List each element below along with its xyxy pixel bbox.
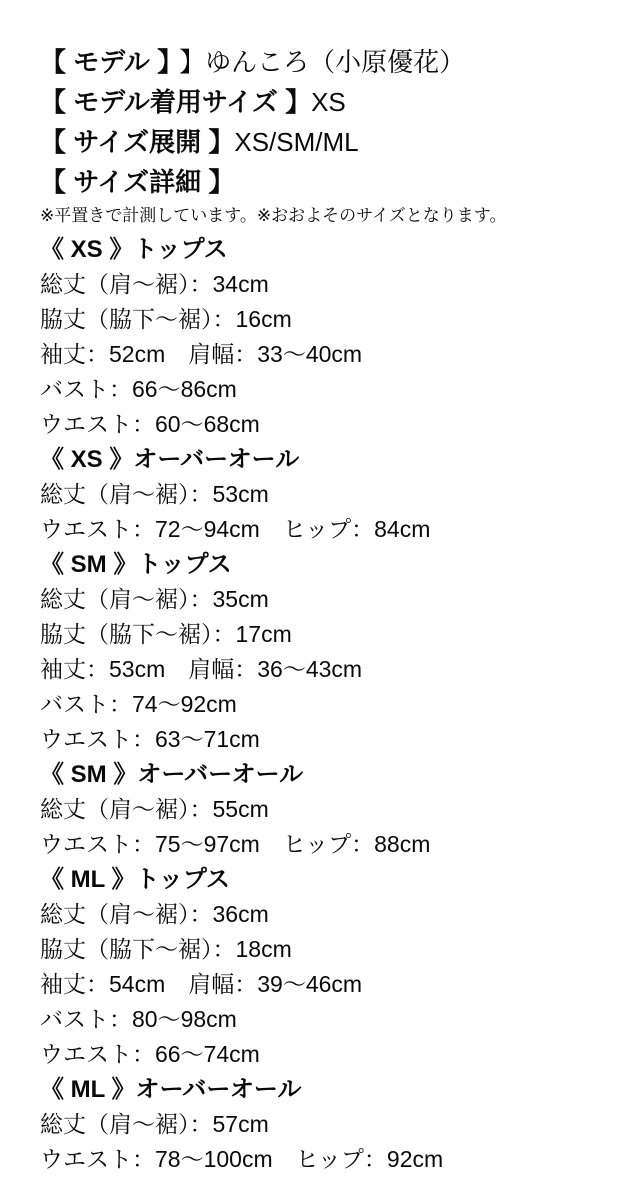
section-sm-overall <box>40 757 630 862</box>
model-label: 【 モデル 】 <box>40 47 171 77</box>
measurement-line: ウエスト：60〜68cm <box>40 411 260 437</box>
measurement-line: バスト：80〜98cm <box>40 1006 237 1032</box>
model-wearing-size-label: 【 モデル着用サイズ 】 <box>40 87 312 117</box>
measurement-line: 袖丈：52cm 肩幅：33〜40cm <box>40 341 363 367</box>
meta-block <box>40 42 630 202</box>
section-heading: 《 ML 》トップス <box>40 866 230 893</box>
measurement-line: バスト：66〜86cm <box>40 376 237 402</box>
model-name: 】ゆんころ（小原優花） <box>179 47 466 77</box>
measurement-line: ウエスト：63〜71cm <box>40 726 260 752</box>
measurement-line: ウエスト：75〜97cm ヒップ：88cm <box>40 831 431 857</box>
size-detail-heading-label: 【 サイズ詳細 】 <box>40 167 235 197</box>
section-heading: 《 XS 》オーバーオール <box>40 446 300 473</box>
measurement-line: ウエスト：78〜100cm ヒップ：92cm <box>40 1146 444 1172</box>
section-heading: 《 SM 》トップス <box>40 551 232 578</box>
measurement-line: 袖丈：53cm 肩幅：36〜43cm <box>40 656 363 682</box>
section-xs-overall <box>40 442 630 547</box>
measurement-line: 総丈（肩〜裾）：34cm <box>40 271 269 297</box>
measurement-line: 総丈（肩〜裾）：53cm <box>40 481 269 507</box>
section-heading: 《 ML 》オーバーオール <box>40 1076 302 1103</box>
measurement-line: 脇丈（脇下〜裾）：18cm <box>40 936 292 962</box>
measurement-line: 脇丈（脇下〜裾）：16cm <box>40 306 292 332</box>
size-detail-heading-line <box>40 162 630 202</box>
section-sm-tops <box>40 547 630 757</box>
measurement-line: ウエスト：72〜94cm ヒップ：84cm <box>40 516 431 542</box>
measurement-line: 総丈（肩〜裾）：36cm <box>40 901 269 927</box>
section-xs-tops <box>40 232 630 442</box>
measurement-note: ※平置きで計測しています。※おおよそのサイズとなります。 <box>40 206 507 225</box>
section-ml-tops <box>40 862 630 1072</box>
section-ml-overall <box>40 1072 630 1177</box>
size-range-label: 【 サイズ展開 】 <box>40 127 235 157</box>
measurement-line: 脇丈（脇下〜裾）：17cm <box>40 621 292 647</box>
model-wearing-size-value: XS <box>311 87 346 117</box>
size-range-line <box>40 122 630 162</box>
measurement-line: 総丈（肩〜裾）：35cm <box>40 586 269 612</box>
measurement-line: 総丈（肩〜裾）：55cm <box>40 796 269 822</box>
size-list <box>40 232 630 1177</box>
model-line <box>40 42 630 82</box>
measurement-line: バスト：74〜92cm <box>40 691 237 717</box>
measurement-line: ウエスト：66〜74cm <box>40 1041 260 1067</box>
measurement-line: 袖丈：54cm 肩幅：39〜46cm <box>40 971 363 997</box>
section-heading: 《 XS 》トップス <box>40 236 228 263</box>
section-heading: 《 SM 》オーバーオール <box>40 761 304 788</box>
size-range-value: XS/SM/ML <box>234 127 359 157</box>
measurement-line: 総丈（肩〜裾）：57cm <box>40 1111 269 1137</box>
model-wearing-size-line <box>40 82 630 122</box>
